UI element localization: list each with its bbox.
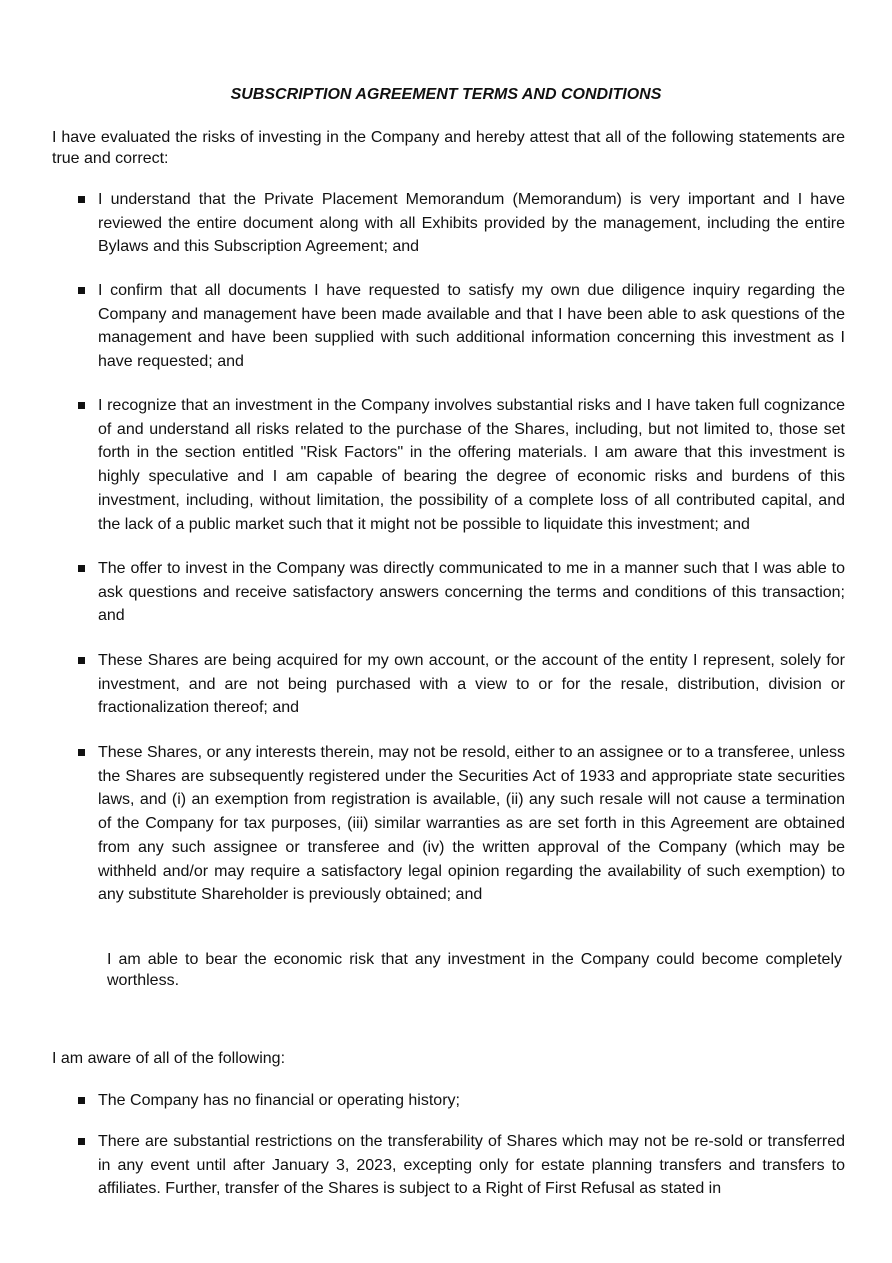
intro-paragraph: I have evaluated the risks of investing in the Company and hereby attest that all of the following statements are true and correct: xyxy=(52,129,845,167)
document-title: SUBSCRIPTION AGREEMENT TERMS AND CONDITIONS xyxy=(230,86,662,103)
bullet-icon xyxy=(78,1097,85,1104)
list-item: There are substantial restrictions on the transferability of Shares which may not be re-sold or transferred in any event until after January 3, 2023, excepting only for estate planning transfers and transfers to affiliates. Further, transfer of the Shares is subject to a Right of First Refusal as stated in xyxy=(98,1130,845,1201)
list-item: These Shares are being acquired for my own account, or the account of the entity I represent, solely for investment, and are not being purchased with a view to or for the resale, distribution, division or fractionalization thereof; and xyxy=(98,649,845,720)
list-item: I confirm that all documents I have requested to satisfy my own due diligence inquiry regarding the Company and management have been made available and that I have been able to ask questions of the management and have been supplied with such additional information concerning this investment as I have requested; and xyxy=(98,279,845,374)
bullet-icon xyxy=(78,287,85,294)
list-item: These Shares, or any interests therein, may not be resold, either to an assignee or to a transferee, unless the Shares are subsequently registered under the Securities Act of 1933 and appropriate state securities laws, and (i) an exemption from registration is available, (ii) any such resale will not cause a termination of the Company for tax purposes, (iii) similar warranties as are set forth in this Agreement are obtained from any such assignee or transferee and (iv) the written approval of the Company (which may be withheld and/or may require a satisfactory legal opinion regarding the availability of such exemption) to any substitute Shareholder is previously obtained; and xyxy=(98,741,845,907)
bullet-icon xyxy=(78,196,85,203)
bullet-icon xyxy=(78,565,85,572)
bullet-icon xyxy=(78,749,85,756)
bullet-icon xyxy=(78,402,85,409)
aware-heading: I am aware of all of the following: xyxy=(52,1050,286,1067)
list-item: I recognize that an investment in the Company involves substantial risks and I have taken full cognizance of and understand all risks related to the purchase of the Shares, including, but not limited to, those set forth in the section entitled "Risk Factors" in the offering materials. I am aware that this investment is highly speculative and I am capable of bearing the degree of economic risks and burdens of this investment, including, without limitation, the possibility of a complete loss of all contributed capital, and the lack of a public market such that it might not be possible to liquidate this investment; and xyxy=(98,394,845,536)
list-item: The offer to invest in the Company was directly communicated to me in a manner such that I was able to ask questions and receive satisfactory answers concerning the terms and conditions of this transaction; and xyxy=(98,557,845,628)
indented-statement: I am able to bear the economic risk that any investment in the Company could become completely worthless. xyxy=(107,951,842,989)
bullet-icon xyxy=(78,657,85,664)
bullet-icon xyxy=(78,1138,85,1145)
list-item: The Company has no financial or operating history; xyxy=(98,1089,845,1113)
list-item: I understand that the Private Placement Memorandum (Memorandum) is very important and I have reviewed the entire document along with all Exhibits provided by the management, including the entire Bylaws and this Subscription Agreement; and xyxy=(98,188,845,259)
